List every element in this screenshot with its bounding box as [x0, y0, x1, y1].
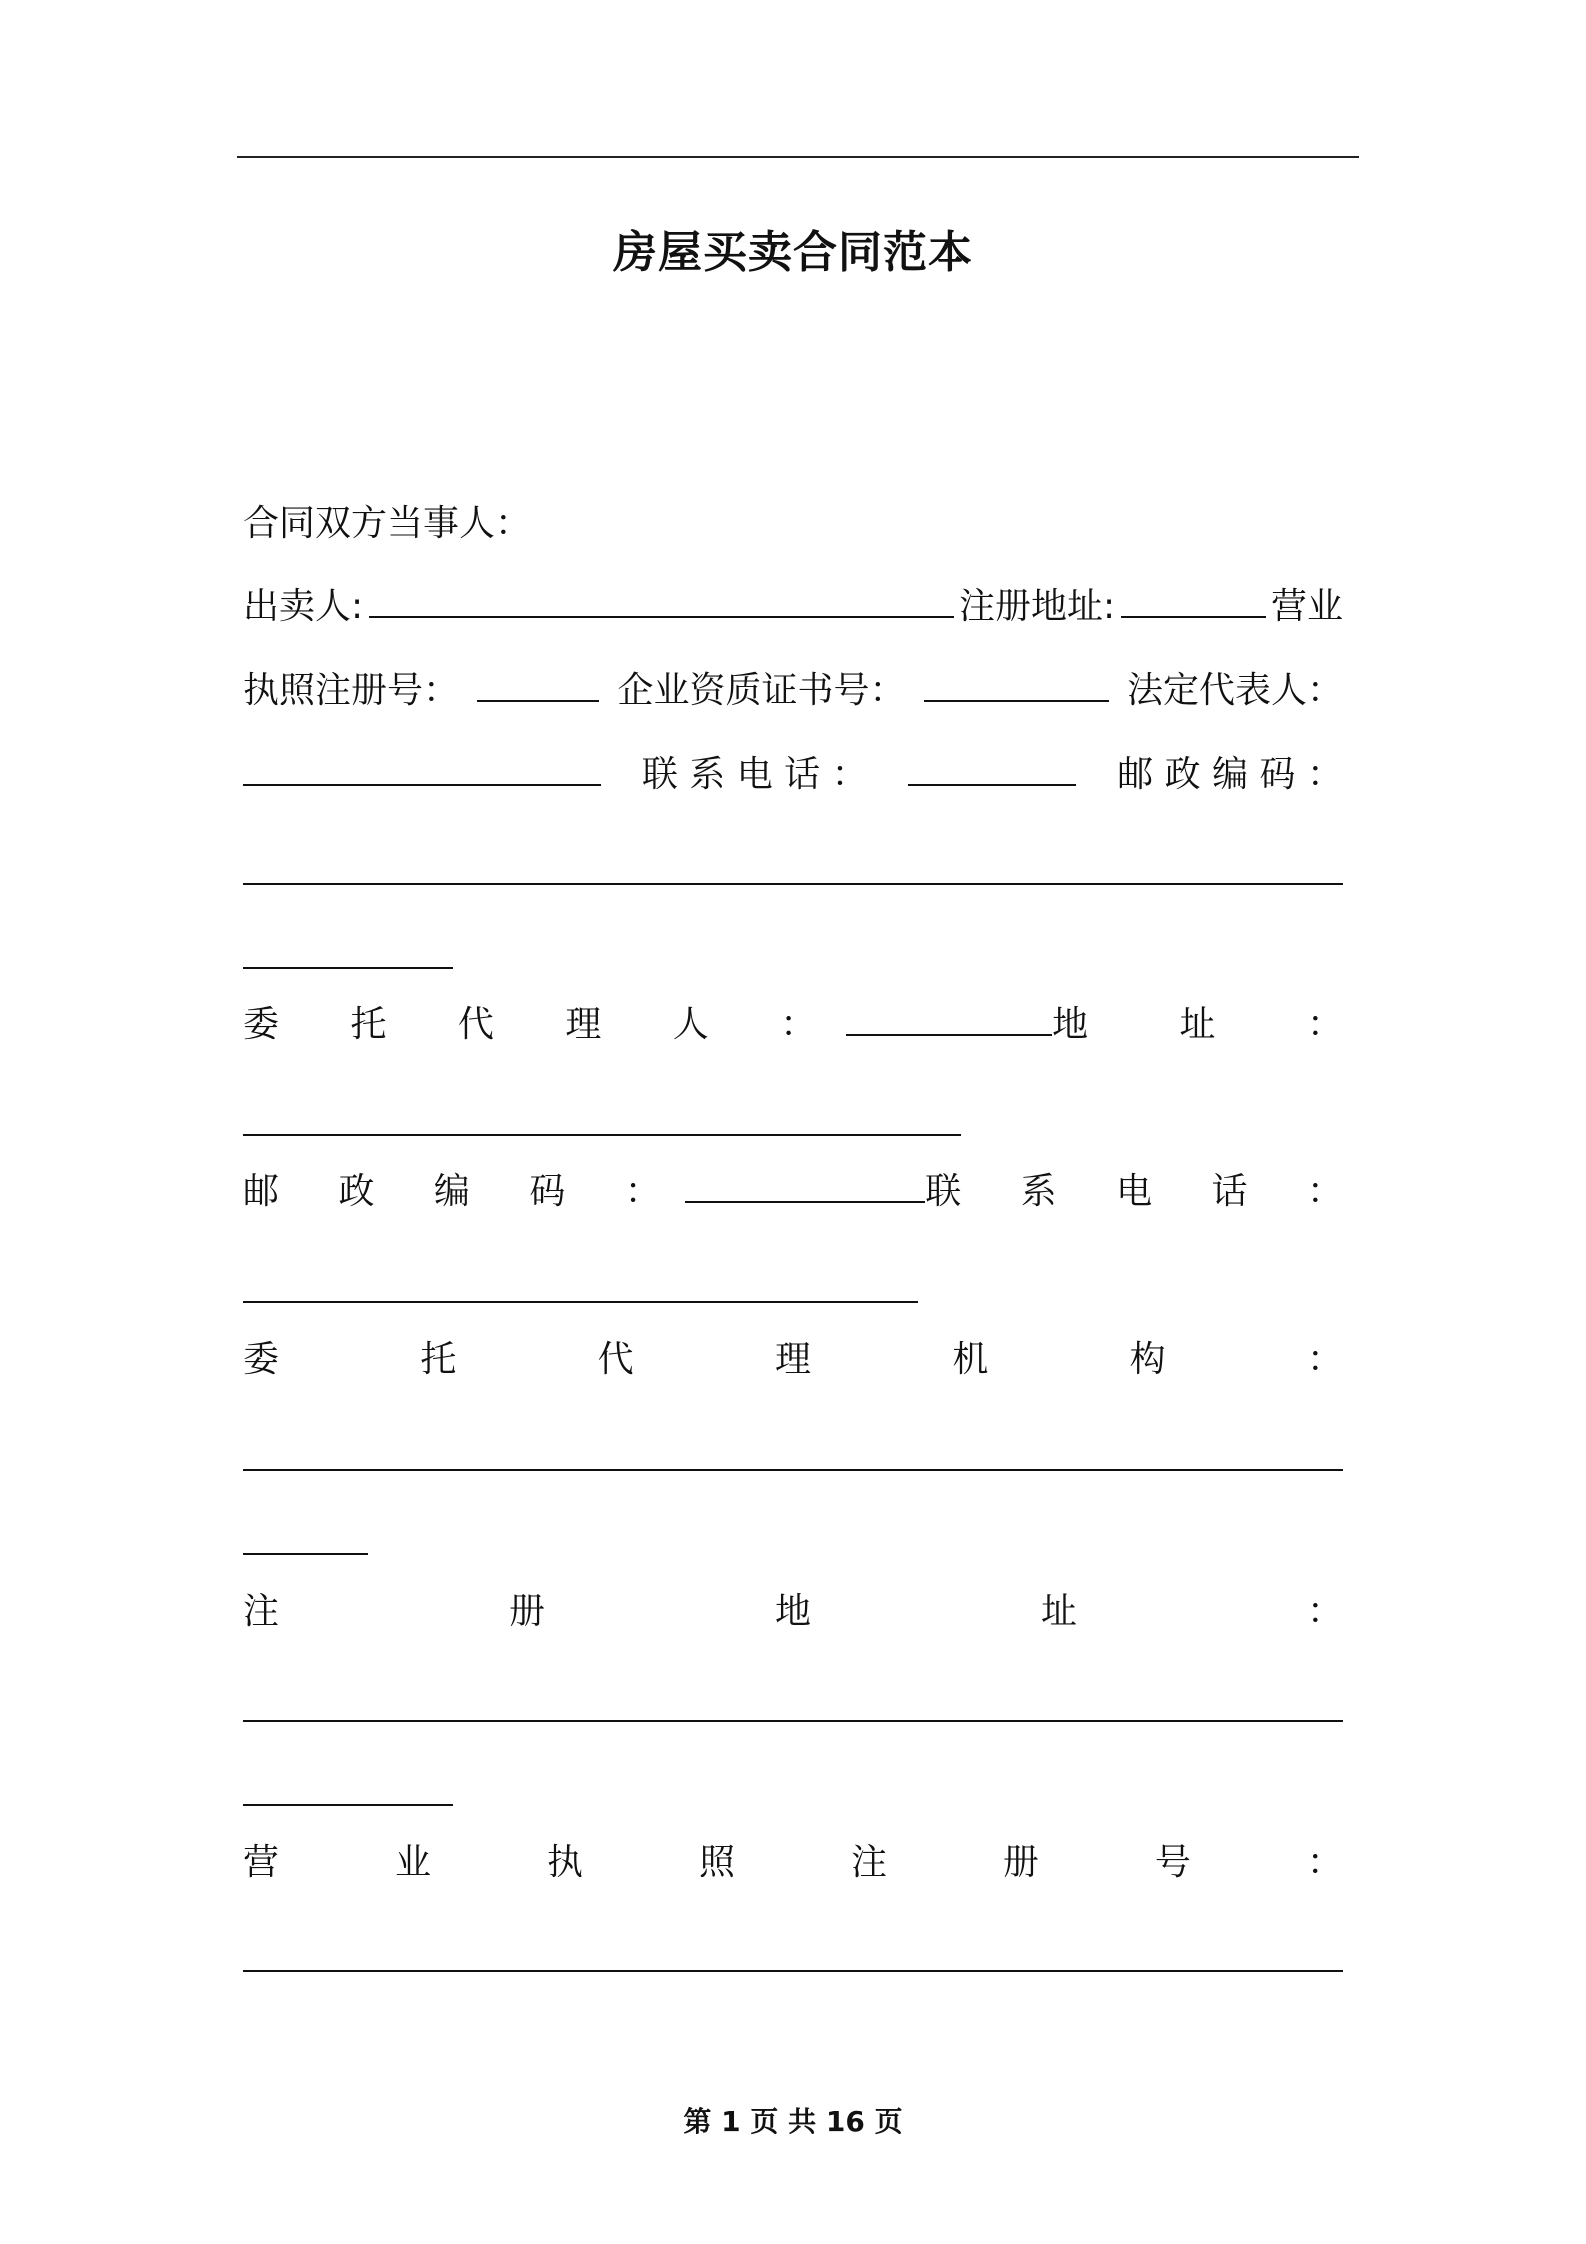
qualification-blank[interactable] [924, 670, 1109, 702]
agent-phone-blank-line[interactable] [243, 1301, 918, 1303]
license-line [243, 667, 1343, 715]
header-rule [237, 156, 1359, 158]
biz-reg-char: 营 [243, 1842, 280, 1883]
reg-address-char: 址 [1040, 1591, 1077, 1632]
reg-address-blank[interactable] [1121, 586, 1266, 618]
agency-blank-line[interactable] [243, 1469, 1343, 1471]
agency-char: 代 [597, 1339, 634, 1380]
seller-blank[interactable] [369, 586, 954, 618]
parties-intro: 合同双方当事人： [243, 503, 532, 544]
postcode-blank-continuation[interactable] [243, 967, 453, 969]
address-blank-line[interactable] [243, 1134, 961, 1136]
phone-blank[interactable] [908, 754, 1076, 786]
agency-reg-address-blank-continuation[interactable] [243, 1804, 453, 1806]
biz-reg-char: 注 [850, 1842, 887, 1883]
agency-reg-address-blank-line[interactable] [243, 1720, 1343, 1722]
postcode-label: 邮 政 编 码 ： [1117, 754, 1343, 795]
legal-rep-label: 法定代表人： [1126, 670, 1343, 711]
reg-address-label: 注册地址: [958, 586, 1116, 627]
business-license-label-a: 营业 [1270, 586, 1343, 627]
agency-char: 机 [952, 1339, 989, 1380]
agency-line [243, 1336, 1343, 1384]
agent-blank[interactable] [846, 1004, 1052, 1036]
agent-phone-label: 联 系 电 话 ： [925, 1171, 1367, 1212]
address-label: 地 址 ： [1052, 1004, 1383, 1045]
page-number: 第 1 页 共 16 页 [683, 2105, 903, 2138]
biz-reg-char: 册 [1002, 1842, 1039, 1883]
legal-rep-blank[interactable] [243, 754, 601, 786]
biz-reg-char: 业 [394, 1842, 431, 1883]
license-number-blank[interactable] [477, 670, 599, 702]
agency-license-line [243, 1839, 1343, 1887]
biz-reg-char: 执 [546, 1842, 583, 1883]
agent-line [243, 1001, 1383, 1049]
agency-reg-address-line [243, 1588, 1343, 1636]
seller-line [243, 583, 1343, 631]
agency-char: 构 [1129, 1339, 1166, 1380]
qualification-label: 企业资质证书号： [617, 670, 906, 711]
agency-blank-continuation[interactable] [243, 1553, 368, 1555]
contact-line [243, 751, 1343, 799]
postcode-blank-line[interactable] [243, 883, 1343, 885]
reg-address-char: 注 [243, 1591, 280, 1632]
biz-reg-char: 号 [1154, 1842, 1191, 1883]
agent-label: 委 托 代 理 人 ： [243, 1004, 847, 1045]
reg-address-char: 地 [774, 1591, 811, 1632]
biz-reg-char: ： [1306, 1842, 1343, 1883]
agency-license-blank-line[interactable] [243, 1970, 1343, 1972]
reg-address-char: ： [1306, 1591, 1343, 1632]
business-license-label-b: 执照注册号： [243, 670, 460, 711]
agent-contact-line [243, 1168, 1367, 1216]
agency-char: 托 [420, 1339, 457, 1380]
phone-label: 联 系 电 话 ： [641, 754, 868, 795]
agent-postcode-label: 邮 政 编 码 ： [243, 1171, 685, 1212]
seller-label: 出卖人: [243, 586, 364, 627]
document-title: 房屋买卖合同范本 [613, 227, 973, 278]
reg-address-char: 册 [508, 1591, 545, 1632]
biz-reg-char: 照 [698, 1842, 735, 1883]
agency-char: 理 [774, 1339, 811, 1380]
agency-char: 委 [243, 1339, 280, 1380]
agency-char: ： [1306, 1339, 1343, 1380]
agent-postcode-blank[interactable] [685, 1171, 925, 1203]
